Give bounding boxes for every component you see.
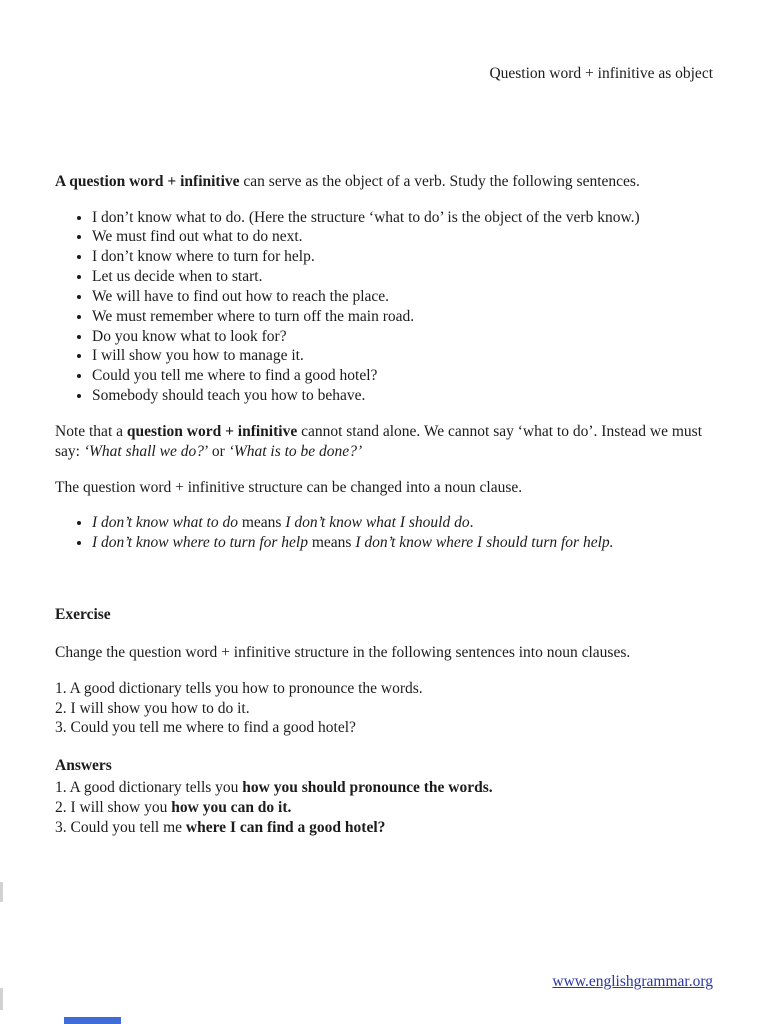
list-item: • I don’t know where to turn for help means I don’t know where I should turn for help. [92, 533, 713, 553]
page-edge-artifact [64, 1017, 121, 1024]
exercise-question: 2. I will show you how to do it. [55, 699, 250, 717]
answer-item: 1. A good dictionary tells you how you should pronounce the words. [55, 779, 493, 797]
intro-paragraph: A question word + infinitive can serve as the object of a verb. Study the following sentences. [55, 172, 640, 190]
noun-clause-intro-paragraph: The question word + infinitive structure can be changed into a noun clause. [55, 478, 523, 496]
list-item: • We must remember where to turn off the main road. [92, 307, 713, 327]
list-item: • I don’t know what to do. (Here the structure ‘what to do’ is the object of the verb know.) [92, 208, 713, 228]
exercise-question: 3. Could you tell me where to find a good hotel? [55, 719, 356, 737]
example-sentence-list [55, 208, 713, 406]
list-item: • Let us decide when to start. [92, 267, 713, 287]
noun-clause-example-list [55, 513, 713, 553]
exercise-instructions: Change the question word + infinitive structure in the following sentences into noun clauses. [55, 643, 631, 661]
answers-list [55, 778, 713, 837]
page-title: Question word + infinitive as object [489, 65, 713, 82]
list-item: • Could you tell me where to find a good hotel? [92, 366, 713, 386]
exercise-heading: Exercise [55, 606, 111, 624]
scan-edge-artifact [0, 988, 3, 1010]
exercise-question: 1. A good dictionary tells you how to pronounce the words. [55, 679, 423, 697]
answer-item: 3. Could you tell me where I can find a good hotel? [55, 818, 386, 836]
answers-heading: Answers [55, 757, 112, 775]
list-item: • We must find out what to do next. [92, 227, 713, 247]
list-item: • I don’t know what to do means I don’t know what I should do. [92, 513, 713, 533]
list-item: • Do you know what to look for? [92, 327, 713, 347]
answer-item: 2. I will show you how you can do it. [55, 798, 292, 816]
list-item: • I will show you how to manage it. [92, 346, 713, 366]
list-item: • We will have to find out how to reach the place. [92, 287, 713, 307]
footer-website-link[interactable]: www.englishgrammar.org [552, 973, 713, 991]
exercise-question-list [55, 679, 713, 738]
scan-edge-artifact [0, 882, 3, 902]
list-item: • I don’t know where to turn for help. [92, 247, 713, 267]
list-item: • Somebody should teach you how to behave. [92, 386, 713, 406]
note-paragraph: Note that a question word + infinitive cannot stand alone. We cannot say ‘what to do’. Instead we must say: ‘What shall we do?’ or ‘What is to be done?’ [55, 422, 703, 460]
